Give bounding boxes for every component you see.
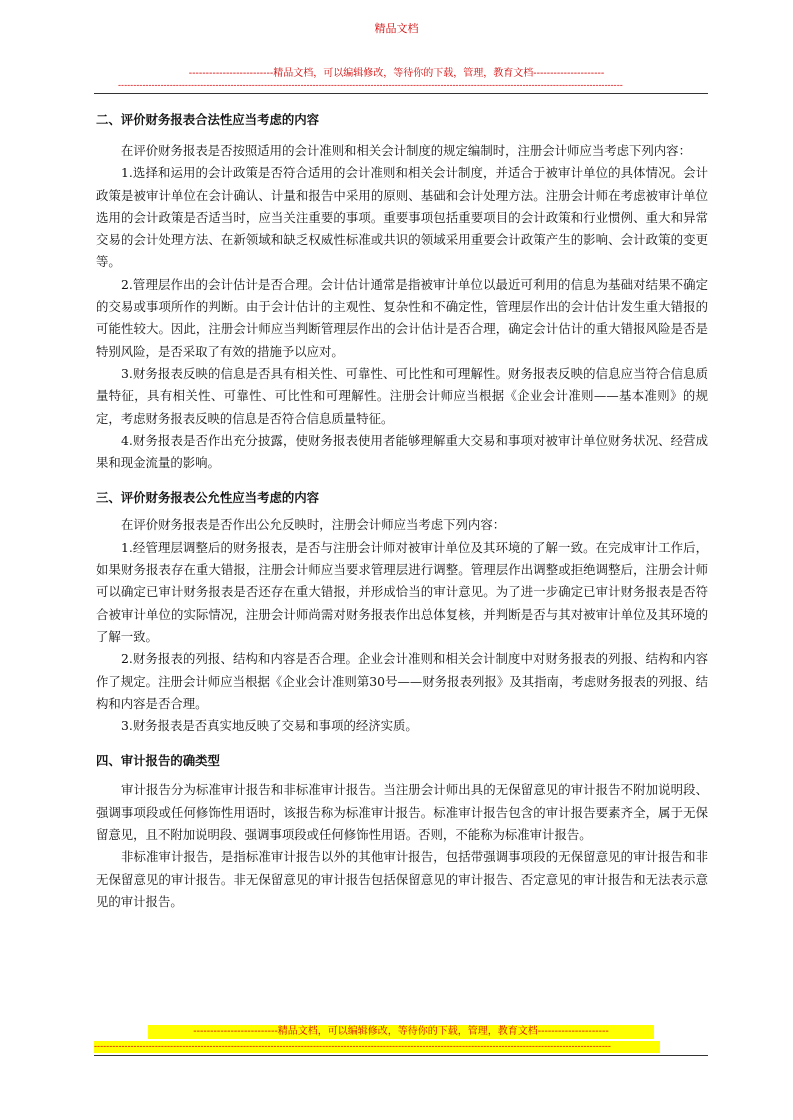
header-dash-line: ---------------------------------------------------------------------------------------------------------------------------------------------------------------------- bbox=[118, 81, 623, 91]
header-title: 精品文档 bbox=[374, 22, 419, 35]
paragraph: 4.财务报表是否作出充分披露，使财务报表使用者能够理解重大交易和事项对被审计单位财务状况、经营成果和现金流量的影响。 bbox=[96, 432, 708, 471]
footer-rule bbox=[94, 1055, 708, 1056]
section-heading: 三、评价财务报表公允性应当考虑的内容 bbox=[96, 490, 320, 506]
paragraph: 在评价财务报表是否按照适用的会计准则和相关会计制度的规定编制时，注册会计师应当考虑下列内容： bbox=[121, 143, 691, 158]
paragraph: 3.财务报表反映的信息是否具有相关性、可靠性、可比性和可理解性。财务报表反映的信息应当符合信息质量特征，具有相关性、可靠性、可比性和可理解性。注册会计师应当根据《企业会计准则——基本准则》的规定，考虑财务报表反映的信息是否符合信息质量特征。 bbox=[96, 365, 708, 426]
section-legality bbox=[96, 108, 708, 474]
paragraph: 2.管理层作出的会计估计是否合理。会计估计通常是指被审计单位以最近可利用的信息为基础对结果不确定的交易或事项所作的判断。由于会计估计的主观性、复杂性和不确定性，管理层作出的会计估计发生重大错报的可能性较大。因此，注册会计师应当判断管理层作出的会计估计是否合理，确定会计估计的重大错报风险是否是特别风险，是否采取了有效的措施予以应对。 bbox=[96, 276, 708, 359]
header-rule bbox=[94, 93, 708, 94]
paragraph: 2.财务报表的列报、结构和内容是否合理。企业会计准则和相关会计制度中对财务报表的列报、结构和内容作了规定。注册会计师应当根据《企业会计准则第30号——财务报表列报》及其指南，考虑财务报表的列报、结构和内容是否合理。 bbox=[96, 651, 708, 711]
paragraph: 在评价财务报表是否作出公允反映时，注册会计师应当考虑下列内容： bbox=[121, 517, 506, 533]
document-body bbox=[96, 108, 708, 913]
paragraph: 3.财务报表是否真实地反映了交易和事项的经济实质。 bbox=[121, 718, 418, 734]
section-heading: 二、评价财务报表合法性应当考虑的内容 bbox=[96, 112, 320, 127]
paragraph: 1.经管理层调整后的财务报表，是否与注册会计师对被审计单位及其环境的了解一致。在完成审计工作后，如果财务报表存在重大错报，注册会计师应当要求管理层进行调整。管理层作出调整或拒绝调整后，注册会计师可以确定已审计财务报表是否还存在重大错报，并形成恰当的审计意见。为了进一步确定已审计财务报表是否符合被审计单位的实际情况，注册会计师尚需对财务报表作出总体复核，并判断是否与其对被审计单位及其环境的了解一致。 bbox=[96, 539, 708, 644]
section-heading: 四、审计报告的确类型 bbox=[96, 753, 220, 769]
paragraph: 审计报告分为标准审计报告和非标准审计报告。当注册会计师出具的无保留意见的审计报告不附加说明段、强调事项段或任何修饰性用语时，该报告称为标准审计报告。标准审计报告包含的审计报告要素齐全，属于无保留意见，且不附加说明段、强调事项段或任何修饰性用语。否则，不能称为标准审计报告。 bbox=[96, 782, 708, 843]
paragraph: 1.选择和运用的会计政策是否符合适用的会计准则和相关会计制度，并适合于被审计单位的具体情况。会计政策是被审计单位在会计确认、计量和报告中采用的原则、基础和会计处理方法。注册会计师在考虑被审计单位选用的会计政策是否适当时，应当关注重要的事项。重要事项包括重要项目的会计政策和行业惯例、重大和异常交易的会计处理方法、在新领域和缺乏权威性标准或共识的领域采用重要会计政策产生的影响、会计政策的变更等。 bbox=[96, 165, 708, 270]
footer-banner: -------------------------精品文档，可以编辑修改，等待你的下载，管理，教育文档--------------------- bbox=[148, 1025, 654, 1039]
header-banner: -------------------------精品文档，可以编辑修改，等待你的下载，管理，教育文档--------------------- bbox=[188, 68, 605, 79]
section-report-types bbox=[96, 749, 708, 913]
section-fairness bbox=[96, 486, 708, 737]
footer-dash-line: -------------------------------------------------------------------------------------------------------------------------------------------------------------------------- bbox=[94, 1041, 660, 1053]
paragraph: 非标准审计报告，是指标准审计报告以外的其他审计报告，包括带强调事项段的无保留意见的审计报告和非无保留意见的审计报告。非无保留意见的审计报告包括保留意见的审计报告、否定意见的审计报告和无法表示意见的审计报告。 bbox=[96, 849, 708, 909]
